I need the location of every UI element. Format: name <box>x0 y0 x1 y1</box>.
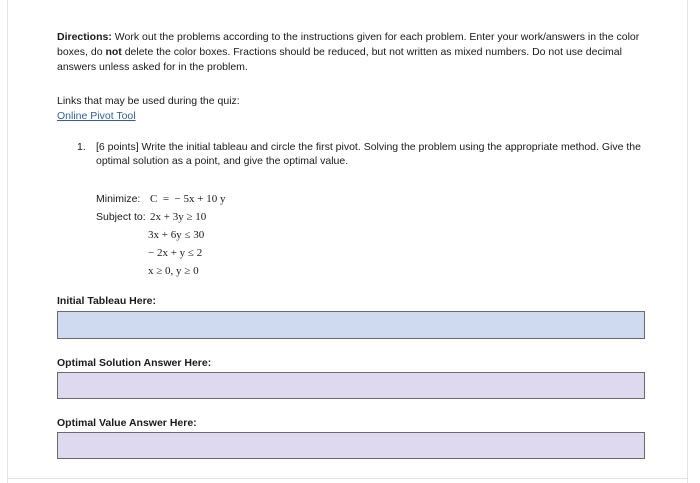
subject-to-label: Subject to: <box>96 211 146 223</box>
directions-text-2: delete the color boxes. Fractions should be reduced, but not written as mixed numbers. Do not use decimal answers unless asked for in the problem. <box>57 46 622 73</box>
optimal-value-label: Optimal Value Answer Here: <box>57 417 197 429</box>
constraint-row <box>96 226 225 244</box>
page-edge-left <box>7 0 8 483</box>
initial-tableau-answer-box[interactable] <box>57 311 645 339</box>
optimal-solution-answer-box[interactable] <box>57 372 645 399</box>
optimal-value-answer-box[interactable] <box>57 432 645 459</box>
directions-text-1: Work out the problems according to the instructions given for each problem. Enter your work/answers in the color boxes, do <box>57 31 640 58</box>
directions-paragraph <box>57 30 647 75</box>
constraint-1: 2x + 3y ≥ 10 <box>150 211 207 223</box>
directions-label: Directions: <box>57 31 112 43</box>
links-label: Links that may be used during the quiz: <box>57 95 240 107</box>
initial-tableau-label: Initial Tableau Here: <box>57 295 156 307</box>
constraint-row <box>96 262 225 280</box>
problem-number: 1. <box>77 141 86 153</box>
constraint-3: − 2x + y ≤ 2 <box>148 247 203 259</box>
constraint-2: 3x + 6y ≤ 30 <box>148 229 205 241</box>
objective-row <box>96 190 225 208</box>
minimize-label: Minimize: <box>96 193 141 205</box>
linear-program <box>96 190 225 280</box>
constraint-row <box>96 208 225 226</box>
objective-function: C = − 5x + 10 y <box>150 193 226 205</box>
page-edge-bottom <box>7 478 688 479</box>
page-edge-right <box>687 0 688 483</box>
online-pivot-tool-link[interactable]: Online Pivot Tool <box>57 110 136 122</box>
constraint-row <box>96 244 225 262</box>
nonnegativity-constraint: x ≥ 0, y ≥ 0 <box>148 265 199 277</box>
directions-emphasis: not <box>105 46 122 58</box>
problem-text: [6 points] Write the initial tableau and circle the first pivot. Solving the problem using the appropriate method. Give the optimal solution as a point, and give the optimal value. <box>96 141 641 167</box>
optimal-solution-label: Optimal Solution Answer Here: <box>57 357 212 369</box>
